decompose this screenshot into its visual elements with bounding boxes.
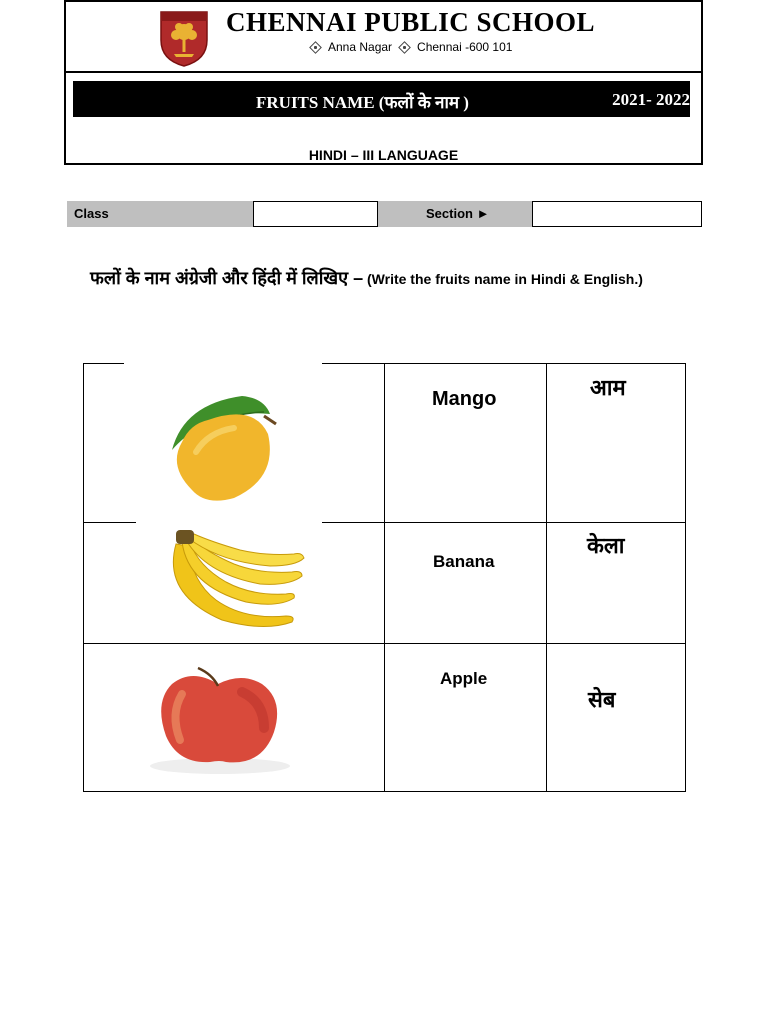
class-section-row	[67, 201, 702, 227]
fruit-table	[83, 363, 686, 792]
mango-image	[124, 362, 322, 518]
column-divider	[546, 364, 547, 791]
instruction-english: (Write the fruits name in Hindi & English.)	[367, 271, 643, 287]
class-label: Class	[67, 201, 253, 227]
header-box	[64, 0, 703, 165]
title-bar	[73, 81, 690, 117]
instruction-hindi: फलों के नाम अंग्रेजी और हिंदी में लिखिए –	[90, 268, 364, 288]
header-top	[66, 2, 701, 73]
instruction	[90, 265, 650, 293]
school-address	[311, 40, 512, 54]
diamond-bullet-icon	[309, 41, 322, 54]
fruit-english-name: Mango	[432, 388, 497, 410]
banana-image	[136, 516, 322, 642]
section-field[interactable]	[532, 201, 702, 227]
school-logo-icon	[159, 10, 209, 68]
section-label: Section ►	[378, 201, 532, 227]
worksheet-title: FRUITS NAME (फलों के नाम )	[256, 93, 469, 112]
fruit-english-name: Apple	[440, 669, 488, 688]
fruit-hindi-name: केला	[587, 533, 625, 558]
school-name: CHENNAI PUBLIC SCHOOL	[226, 7, 596, 37]
address-city: Chennai -600 101	[417, 40, 513, 54]
apple-image	[122, 644, 308, 788]
fruit-hindi-name: आम	[590, 375, 626, 400]
subject-label: HINDI – III LANGUAGE	[308, 147, 459, 163]
mango-icon	[124, 362, 322, 518]
fruit-hindi-name: सेब	[588, 687, 616, 712]
address-area: Anna Nagar	[328, 40, 393, 54]
academic-year: 2021- 2022	[612, 90, 690, 109]
column-divider	[384, 364, 385, 791]
banana-icon	[136, 516, 322, 642]
diamond-bullet-icon	[398, 41, 411, 54]
fruit-english-name: Banana	[433, 552, 495, 571]
apple-icon	[122, 644, 308, 788]
class-field[interactable]	[253, 201, 378, 227]
